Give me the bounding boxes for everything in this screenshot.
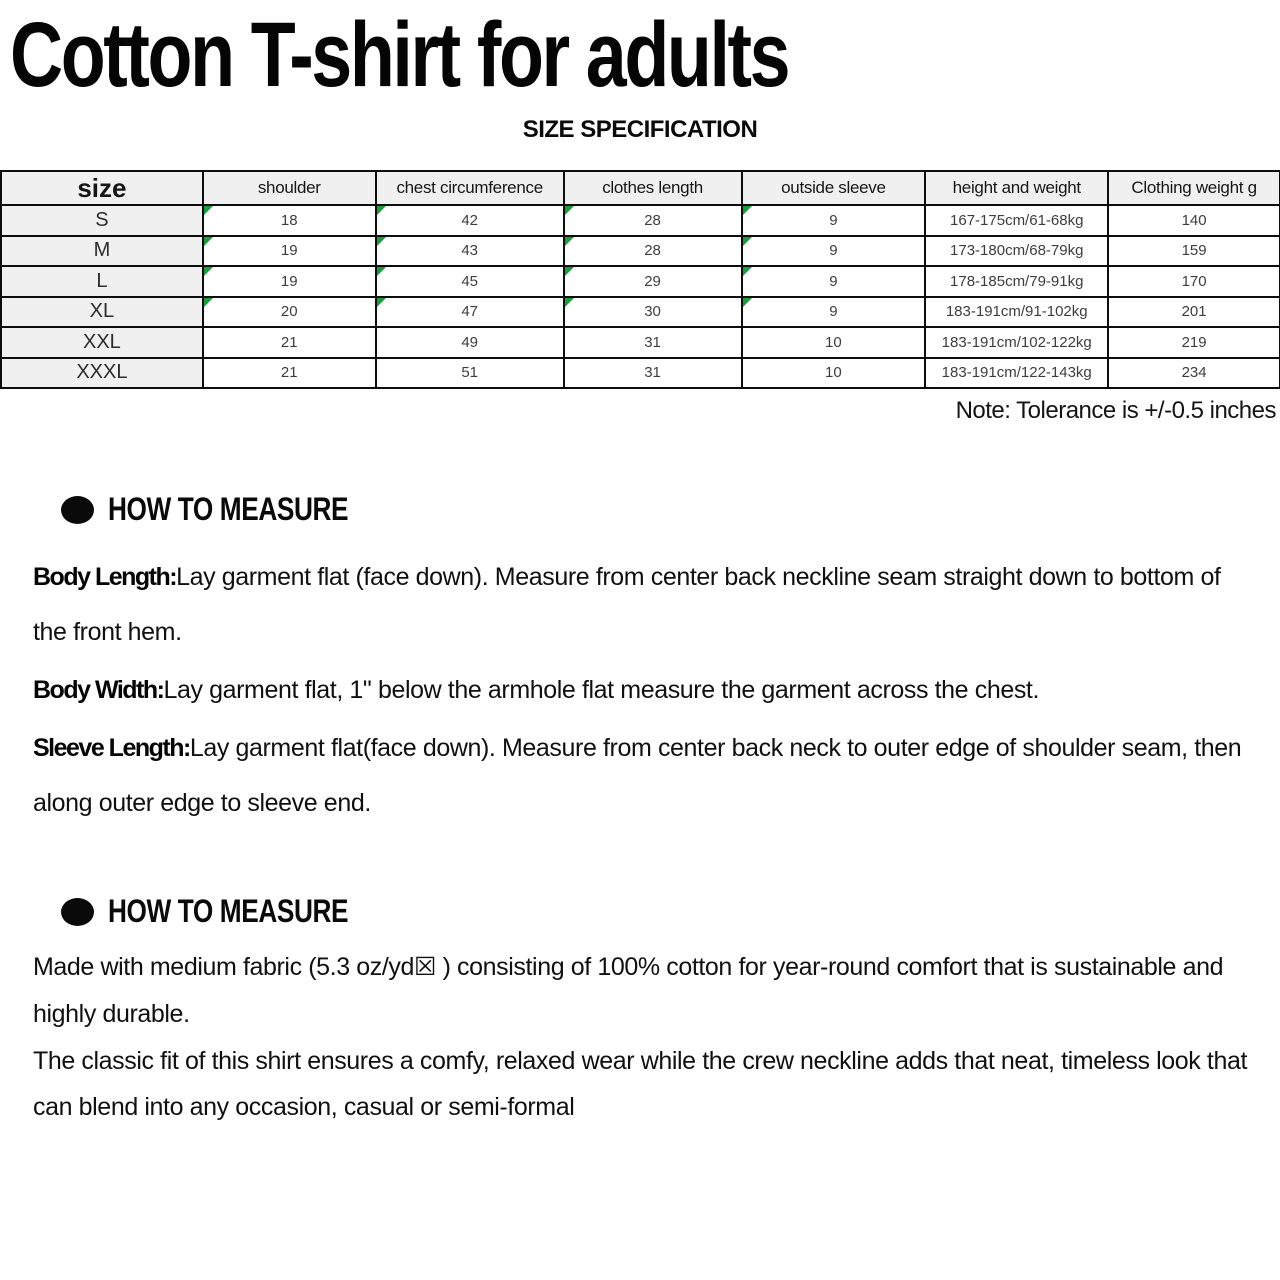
size-table <box>0 170 1280 389</box>
column-header-outside-sleeve: outside sleeve <box>742 171 926 205</box>
table-cell: 30 <box>564 297 742 328</box>
cell-corner-marker-icon <box>565 267 574 276</box>
cell-corner-marker-icon <box>204 206 213 215</box>
table-cell: 28 <box>564 205 742 236</box>
section-heading-text: HOW TO MEASURE <box>108 491 349 528</box>
size-label-cell: XXL <box>1 327 203 358</box>
paragraph: Sleeve Length:Lay garment flat(face down). Measure from center back neck to outer edge of shoulder seam, then along outer edge to sleeve end. <box>33 734 1242 818</box>
table-cell: 45 <box>376 266 564 297</box>
table-cell: 31 <box>564 358 742 389</box>
cell-corner-marker-icon <box>204 267 213 276</box>
cell-corner-marker-icon <box>377 237 386 246</box>
size-label-cell: XL <box>1 297 203 328</box>
paragraph: Body Width:Lay garment flat, 1" below the armhole flat measure the garment across the chest. <box>33 676 1040 705</box>
table-cell: 10 <box>742 358 926 389</box>
column-header-size: size <box>1 171 203 205</box>
table-cell: 20 <box>203 297 376 328</box>
cell-corner-marker-icon <box>204 237 213 246</box>
paragraph-label: Body Length: <box>33 563 177 592</box>
table-cell: 10 <box>742 327 926 358</box>
table-cell: 9 <box>742 266 926 297</box>
size-table-head <box>1 171 1280 205</box>
size-table-body <box>1 205 1280 388</box>
cell-corner-marker-icon <box>743 206 752 215</box>
size-label-cell: S <box>1 205 203 236</box>
table-cell: 28 <box>564 236 742 267</box>
paragraph-label: Body Width: <box>33 676 164 705</box>
size-row-xxl <box>1 327 1280 358</box>
table-cell: 49 <box>376 327 564 358</box>
table-cell: 183-191cm/122-143kg <box>925 358 1108 389</box>
cell-corner-marker-icon <box>377 267 386 276</box>
table-cell: 19 <box>203 236 376 267</box>
cell-corner-marker-icon <box>743 237 752 246</box>
paragraph: Body Length:Lay garment flat (face down). Measure from center back neckline seam straight down to bottom of the front hem. <box>33 563 1221 647</box>
table-cell: 21 <box>203 358 376 389</box>
paragraph-label: Sleeve Length: <box>33 734 190 763</box>
page-title: Cotton T-shirt for adults <box>10 4 789 106</box>
cell-corner-marker-icon <box>204 298 213 307</box>
cell-corner-marker-icon <box>565 298 574 307</box>
section-2 <box>33 893 1260 1131</box>
column-header-clothes-length: clothes length <box>564 171 742 205</box>
section-heading <box>33 893 1260 930</box>
table-cell: 173-180cm/68-79kg <box>925 236 1108 267</box>
column-header-clothing-weight-g: Clothing weight g <box>1108 171 1280 205</box>
table-cell: 21 <box>203 327 376 358</box>
table-cell: 178-185cm/79-91kg <box>925 266 1108 297</box>
cell-corner-marker-icon <box>377 298 386 307</box>
table-cell: 219 <box>1108 327 1280 358</box>
table-cell: 201 <box>1108 297 1280 328</box>
size-row-l <box>1 266 1280 297</box>
bullet-icon <box>61 898 94 926</box>
table-cell: 9 <box>742 236 926 267</box>
table-cell: 159 <box>1108 236 1280 267</box>
column-header-chest-circumference: chest circumference <box>376 171 564 205</box>
column-header-shoulder: shoulder <box>203 171 376 205</box>
table-cell: 42 <box>376 205 564 236</box>
table-cell: 9 <box>742 205 926 236</box>
table-cell: 140 <box>1108 205 1280 236</box>
paragraph: The classic fit of this shirt ensures a comfy, relaxed wear while the crew neckline adds that neat, timeless look that can blend into any occasion, casual or semi-formal <box>33 1046 1248 1122</box>
table-cell: 9 <box>742 297 926 328</box>
table-cell: 183-191cm/102-122kg <box>925 327 1108 358</box>
size-specification-heading: SIZE SPECIFICATION <box>522 116 758 144</box>
table-cell: 29 <box>564 266 742 297</box>
size-row-s <box>1 205 1280 236</box>
size-table-header-row <box>1 171 1280 205</box>
size-row-xxxl <box>1 358 1280 389</box>
cell-corner-marker-icon <box>743 298 752 307</box>
size-row-xl <box>1 297 1280 328</box>
section-heading <box>33 491 1260 528</box>
info-sections <box>0 491 1280 1131</box>
cell-corner-marker-icon <box>565 237 574 246</box>
bullet-icon <box>61 496 94 524</box>
table-cell: 170 <box>1108 266 1280 297</box>
cell-corner-marker-icon <box>565 206 574 215</box>
section-heading-text: HOW TO MEASURE <box>108 893 349 930</box>
table-cell: 183-191cm/91-102kg <box>925 297 1108 328</box>
paragraph: Made with medium fabric (5.3 oz/yd☒ ) consisting of 100% cotton for year-round comfort that is sustainable and highly durable. <box>33 953 1224 1028</box>
size-row-m <box>1 236 1280 267</box>
cell-corner-marker-icon <box>377 206 386 215</box>
size-label-cell: L <box>1 266 203 297</box>
table-cell: 31 <box>564 327 742 358</box>
table-cell: 43 <box>376 236 564 267</box>
table-cell: 167-175cm/61-68kg <box>925 205 1108 236</box>
table-cell: 47 <box>376 297 564 328</box>
section-1 <box>33 491 1260 831</box>
table-cell: 19 <box>203 266 376 297</box>
tolerance-note: Note: Tolerance is +/-0.5 inches <box>955 397 1276 425</box>
size-label-cell: M <box>1 236 203 267</box>
column-header-height-and-weight: height and weight <box>925 171 1108 205</box>
table-cell: 51 <box>376 358 564 389</box>
table-cell: 18 <box>203 205 376 236</box>
cell-corner-marker-icon <box>743 267 752 276</box>
table-cell: 234 <box>1108 358 1280 389</box>
size-label-cell: XXXL <box>1 358 203 389</box>
